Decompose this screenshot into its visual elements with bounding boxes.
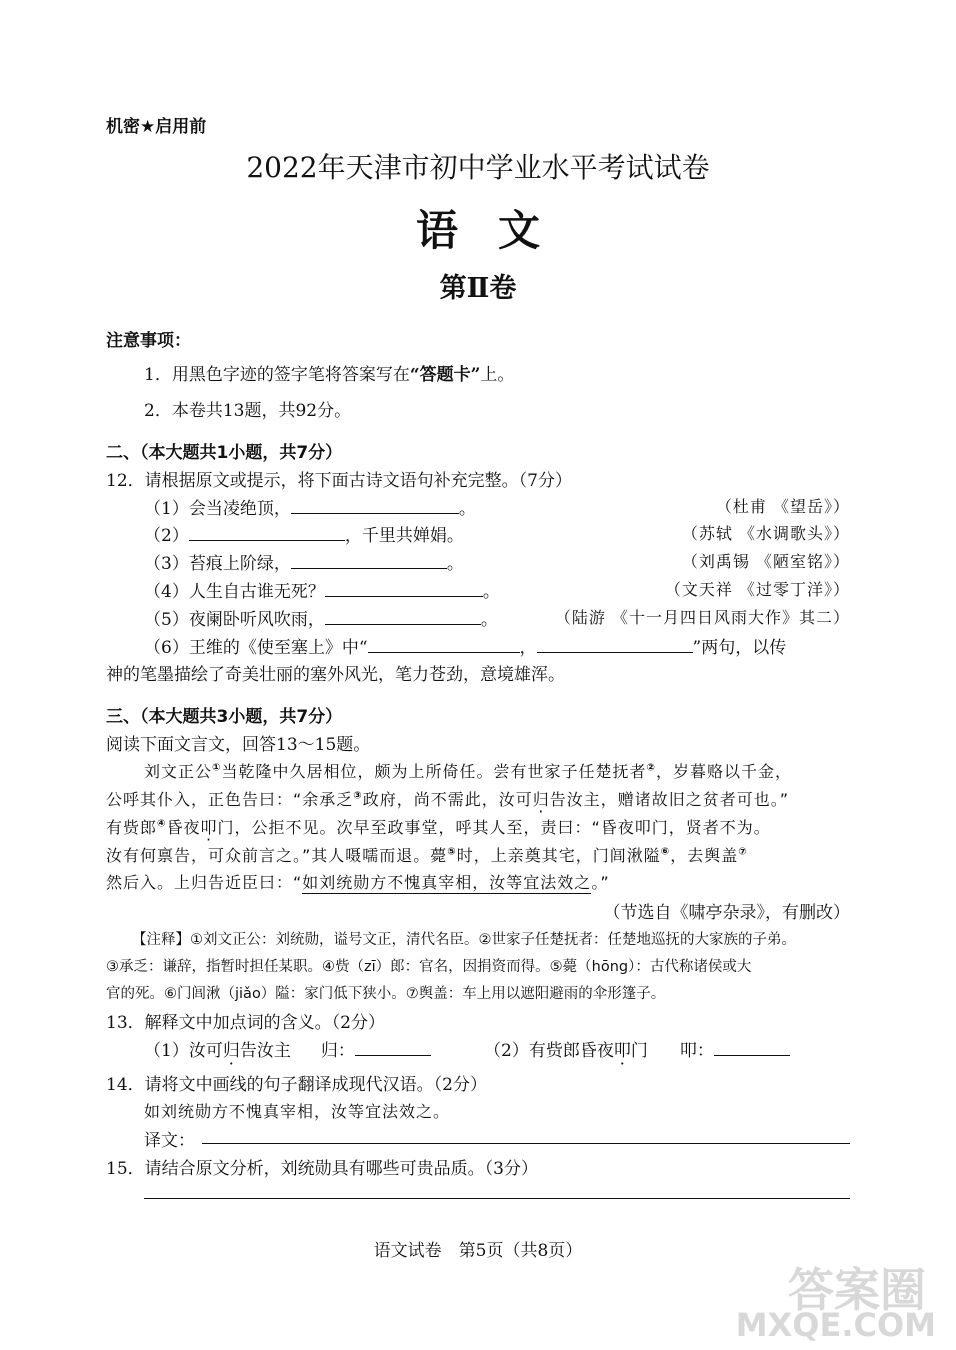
question-13: 13．解释文中加点词的含义。（2分） <box>106 1013 385 1033</box>
volume-title: 第Ⅱ卷 <box>439 273 517 304</box>
classical-text-line-3: 有赀郎④昏夜叩门，公拒不见。次早至政事堂，呼其人至，责曰：“昏夜叩门，贤者不为。 <box>106 818 771 837</box>
answer-blank[interactable] <box>291 552 447 569</box>
answer-blank[interactable] <box>325 608 481 625</box>
q12-source-4: （文天祥 《过零丁洋》） <box>664 580 850 599</box>
watermark-url: MXQE.COM <box>735 1306 936 1344</box>
q13-item-1: （1）汝可归告汝主 归： <box>144 1036 431 1061</box>
footnotes-line-3: 官的死。⑥门闾湫（jiǎo）隘：家门低下狭小。⑦舆盖：车上用以遮阳避雨的伞形篷子。 <box>106 986 666 1002</box>
passage-source: （节选自《啸亭杂录》，有删改） <box>603 903 850 923</box>
answer-blank[interactable] <box>537 636 693 653</box>
reading-instruction: 阅读下面文言文，回答13～15题。 <box>106 735 371 755</box>
notice-heading: 注意事项： <box>106 331 191 351</box>
answer-line[interactable] <box>202 1143 850 1144</box>
q12-item-4: （4）人生自古谁无死？ 。 <box>144 582 500 602</box>
answer-line[interactable] <box>144 1198 850 1199</box>
classical-text-line-4: 汝有何禀告，可众前言之。”其人嗫嚅而退。薨⑤时，上亲奠其宅，门闾湫隘⑥，去舆盖⑦ <box>106 846 748 865</box>
q12-source-3: （刘禹锡 《陋室铭》） <box>681 552 850 571</box>
watermark-logo: 答案圈 <box>788 1263 926 1317</box>
answer-blank[interactable] <box>291 497 459 514</box>
q13-item-2: （2）有赀郎昏夜叩门 叩： <box>484 1036 790 1061</box>
page-footer: 语文试卷 第5页（共8页） <box>373 1241 583 1261</box>
section-2-heading: 二、（本大题共1小题，共7分） <box>106 443 343 463</box>
q12-item-6: （6）王维的《使至塞上》中“ ， ”两句，以传 <box>144 638 787 658</box>
q12-item-1: （1）会当凌绝顶， 。 <box>144 499 476 519</box>
q14-sentence: 如刘统勋方不愧真宰相，汝等宜法效之。 <box>144 1102 451 1121</box>
q12-item-6-line2: 神的笔墨描绘了奇美壮丽的塞外风光，笔力苍劲，意境雄浑。 <box>106 665 565 685</box>
classical-text-line-1: 刘文正公①当乾隆中久居相位，颇为上所倚任。尝有世家子任楚抚者②，岁暮赂以千金， <box>144 762 792 781</box>
question-12: 12．请根据原文或提示，将下面古诗文语句补充完整。（7分） <box>106 471 572 491</box>
classical-text-line-2: 公呼其仆入，正色告曰：“余承乏③政府，尚不需此，汝可归告汝主，赠诸故旧之贫者可也。” <box>106 790 790 809</box>
notice-item-1: 1．用黑色字迹的签字笔将答案写在“答题卡”上。 <box>144 365 515 385</box>
classical-text-line-5: 然后入。上归告近臣曰：“如刘统勋方不愧真宰相，汝等宜法效之。” <box>106 873 610 892</box>
answer-blank[interactable] <box>355 1039 431 1056</box>
underlined-sentence: 如刘统勋方不愧真宰相，汝等宜法效之 <box>302 873 592 892</box>
confidential-label: 机密★启用前 <box>106 117 207 137</box>
notice-item-2: 2．本卷共13题，共92分。 <box>144 401 352 421</box>
q14-translation-label: 译文： <box>144 1131 195 1151</box>
q12-source-1: （杜甫 《望岳》） <box>715 497 850 516</box>
q12-item-3: （3）苔痕上阶绿， 。 <box>144 554 464 574</box>
question-15: 15．请结合原文分析，刘统勋具有哪些可贵品质。（3分） <box>106 1159 538 1179</box>
answer-blank[interactable] <box>189 524 345 541</box>
footnotes-line-2: ③承乏：谦辞，指暂时担任某职。④赀（zī）郎：官名，因捐资而得。⑤薨（hōng）：古代称诸侯或大 <box>106 959 752 975</box>
footnotes-line-1: 【注释】①刘文正公：刘统勋，谥号文正，清代名臣。②世家子任楚抚者：任楚地巡抚的大家族的子弟。 <box>132 932 796 948</box>
q12-source-2: （苏轼 《水调歌头》） <box>681 524 850 543</box>
q12-item-2: （2） ，千里共婵娟。 <box>144 526 464 546</box>
q12-item-5: （5）夜阑卧听风吹雨， 。 <box>144 610 498 630</box>
answer-blank[interactable] <box>325 580 483 597</box>
question-14: 14．请将文中画线的句子翻译成现代汉语。（2分） <box>106 1075 487 1095</box>
q12-source-5: （陆游 《十一月四日风雨大作》其二） <box>554 608 850 627</box>
section-3-heading: 三、（本大题共3小题，共7分） <box>106 707 343 727</box>
answer-blank[interactable] <box>714 1039 790 1056</box>
subject-title: 语文 <box>415 206 580 255</box>
answer-blank[interactable] <box>368 636 520 653</box>
exam-title: 2022年天津市初中学业水平考试试卷 <box>246 151 710 184</box>
